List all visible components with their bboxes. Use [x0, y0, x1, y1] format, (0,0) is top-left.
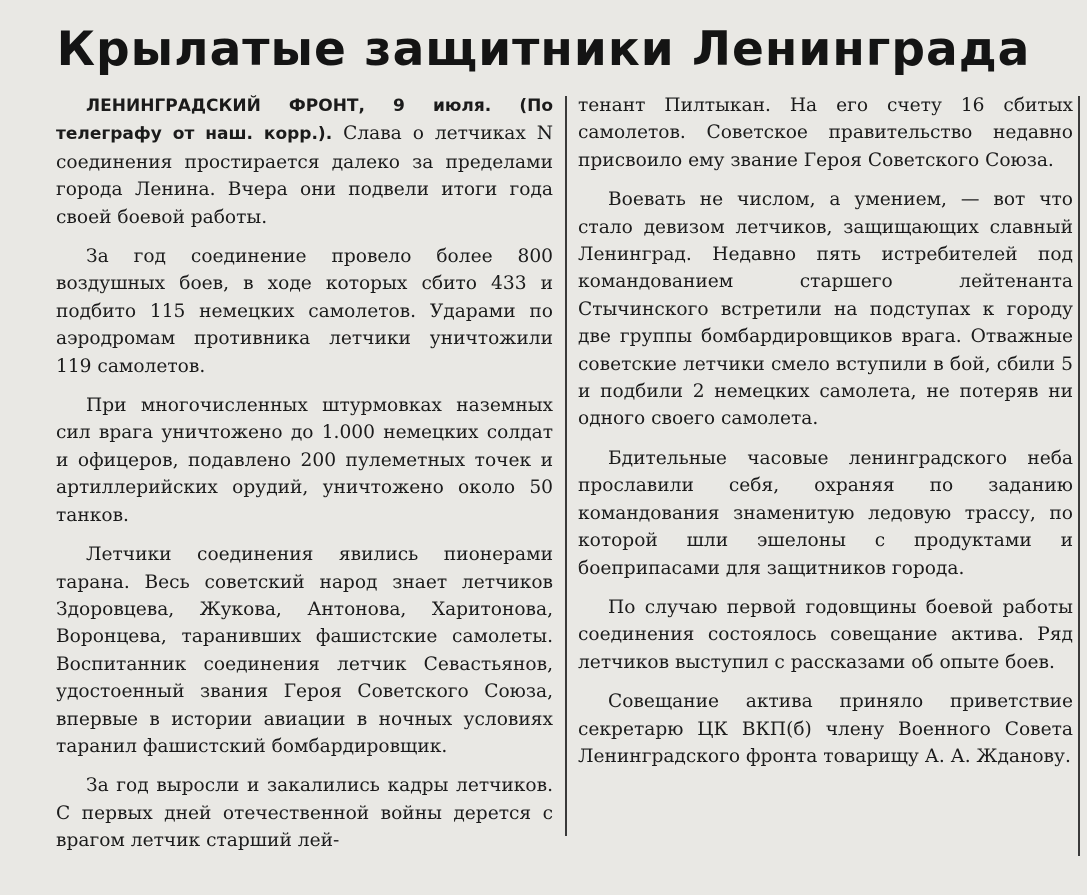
- paragraph-text: Слава о летчиках N соединения простирается далеко за пределами города Ленина. Вчера они подвели итоги года своей боевой работы.: [56, 123, 554, 228]
- article-headline: Крылатые защитники Ленинграда: [56, 22, 1031, 77]
- paragraph: [56, 92, 553, 231]
- paragraph: При многочисленных штурмовках наземных сил врага уничтожено до 1.000 немецких солдат и офицеров, подавлено 200 пулеметных точек и артиллерийских орудий, уничтожено около 50 танков.: [56, 395, 553, 526]
- paragraph: За год выросли и закалились кадры летчиков. С первых дней отечественной войны дерется с врагом летчик старший лей-: [56, 775, 553, 852]
- paragraph: За год соединение провело более 800 воздушных боев, в ходе которых сбито 433 и подбито 115 немецких самолетов. Ударами по аэродромам противника летчики уничтожили 119 самолетов.: [56, 246, 553, 377]
- paragraph: Летчики соединения явились пионерами тарана. Весь советский народ знает летчиков Здоровцева, Жукова, Антонова, Харитонова, Воронцева, таранивших фашистские самолеты. Воспитанник соединения летчик Севастьянов, удостоенный звания Героя Советского Союза, впервые в истории авиации в ночных условиях таранил фашистский бомбардировщик.: [56, 544, 553, 757]
- left-column: [56, 92, 553, 867]
- paragraph: Совещание актива приняло приветствие секретарю ЦК ВКП(б) члену Военного Совета Ленинградского фронта товарищу А. А. Жданову.: [578, 691, 1073, 767]
- right-column: [578, 92, 1073, 782]
- paragraph: По случаю первой годовщины боевой работы соединения состоялось совещание актива. Ряд летчиков выступил с рассказами об опыте боев.: [578, 596, 1073, 673]
- paragraph: Бдительные часовые ленинградского неба прославили себя, охраняя по заданию командования знаменитую ледовую трассу, по которой шли эшелоны с продуктами и боеприпасами для защитников города.: [578, 447, 1073, 579]
- paragraph: Воевать не числом, а умением, — вот что стало девизом летчиков, защищающих славный Ленинград. Недавно пять истребителей под командованием старшего лейтенанта Стычинского встретили на подступах к городу две группы бомбардировщиков врага. Отважные советские летчики смело вступили в бой, сбили 5 и подбили 2 немецких самолета, не потеряв ни одного своего самолета.: [578, 189, 1073, 430]
- dateline: ЛЕНИНГРАДСКИЙ ФРОНТ, 9 июля. (По телеграфу от наш. корр.).: [56, 96, 553, 145]
- paragraph-continued: тенант Пилтыкан. На его счету 16 сбитых самолетов. Советское правительство недавно присвоило ему звание Героя Советского Союза.: [578, 95, 1073, 171]
- column-divider: [565, 96, 567, 836]
- right-border-rule: [1078, 96, 1080, 856]
